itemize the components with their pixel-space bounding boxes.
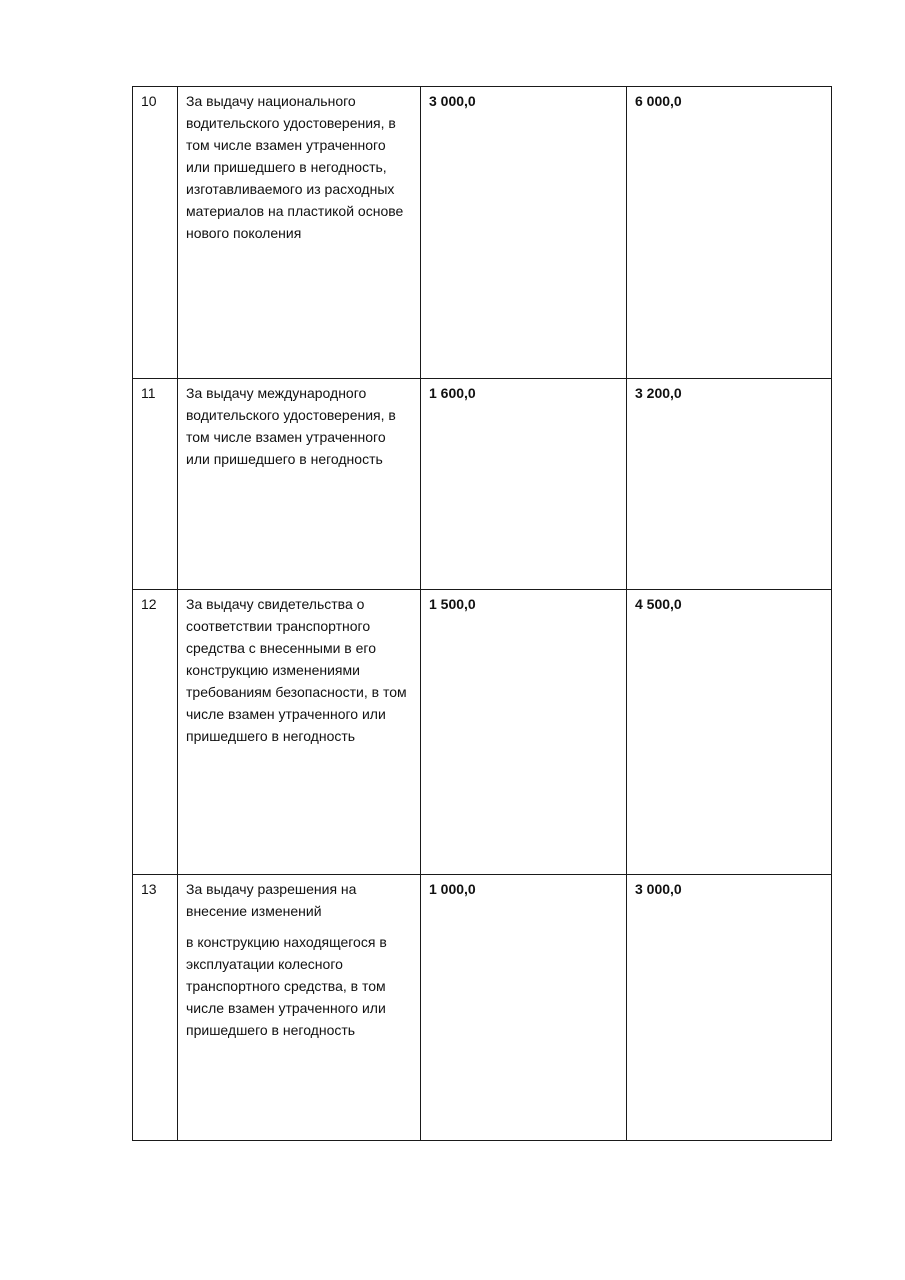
table-row xyxy=(133,875,832,1141)
row-description xyxy=(178,875,421,1141)
fee-amount: 1 500,0 xyxy=(421,590,627,875)
fee-table xyxy=(132,86,832,1141)
table-row xyxy=(133,379,832,590)
fee-amount: 1 000,0 xyxy=(421,875,627,1141)
row-number: 10 xyxy=(133,87,178,379)
table-row xyxy=(133,590,832,875)
row-number: 11 xyxy=(133,379,178,590)
fee-amount: 3 000,0 xyxy=(627,875,832,1141)
description-text: За выдачу свидетельства о соответствии транспортного средства с внесенными в его конструкцию изменениями требованиям безопасности, в том числе взамен утраченного или пришедшего в негодность xyxy=(186,596,407,744)
row-number: 13 xyxy=(133,875,178,1141)
row-description xyxy=(178,379,421,590)
fee-amount: 3 000,0 xyxy=(421,87,627,379)
fee-amount: 3 200,0 xyxy=(627,379,832,590)
fee-amount: 4 500,0 xyxy=(627,590,832,875)
fee-amount: 1 600,0 xyxy=(421,379,627,590)
table-row xyxy=(133,87,832,379)
row-number: 12 xyxy=(133,590,178,875)
description-text: За выдачу международного водительского удостоверения, в том числе взамен утраченного или пришедшего в негодность xyxy=(186,385,396,467)
description-text: За выдачу разрешения на внесение изменений xyxy=(186,881,357,919)
fee-amount: 6 000,0 xyxy=(627,87,832,379)
row-description xyxy=(178,590,421,875)
row-description xyxy=(178,87,421,379)
description-text: За выдачу национального водительского удостоверения, в том числе взамен утраченного или пришедшего в негодность, изготавливаемого из расходных материалов на пластикой основе нового поколения xyxy=(186,93,404,241)
description-text: в конструкцию находящегося в эксплуатации колесного транспортного средства, в том числе взамен утраченного или пришедшего в негодность xyxy=(186,934,387,1038)
